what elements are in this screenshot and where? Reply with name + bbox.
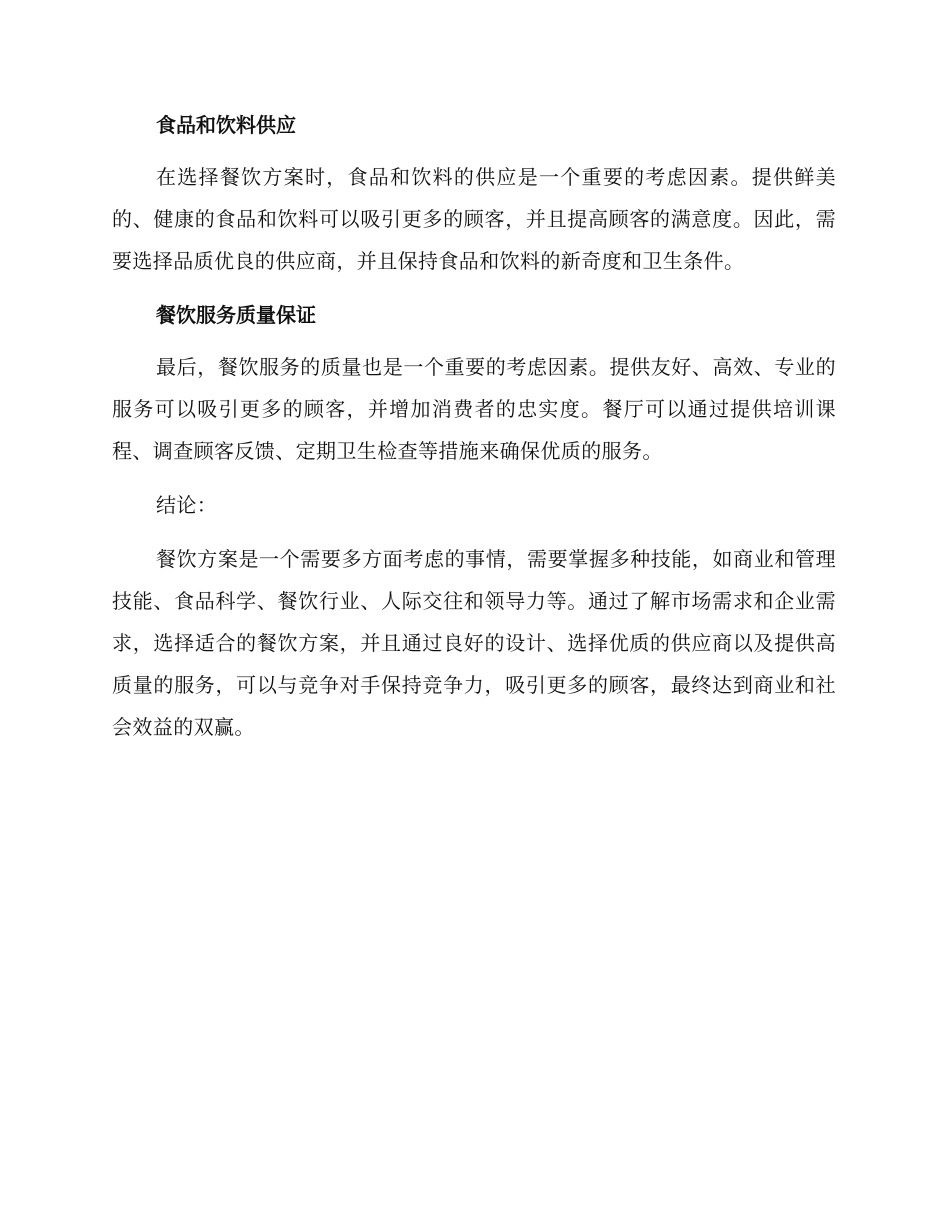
section-paragraph-service-quality: 最后，餐饮服务的质量也是一个重要的考虑因素。提供友好、高效、专业的服务可以吸引更多的顾客，并增加消费者的忠实度。餐厅可以通过提供培训课程、调查顾客反馈、定期卫生检查等措施来确保优质的服务。 — [112, 355, 836, 463]
section-heading-service-quality: 餐饮服务质量保证 — [156, 303, 316, 327]
conclusion-label: 结论： — [156, 493, 218, 517]
section-heading-food-supply: 食品和饮料供应 — [156, 113, 296, 137]
conclusion-paragraph: 餐饮方案是一个需要多方面考虑的事情，需要掌握多种技能，如商业和管理技能、食品科学、餐饮行业、人际交往和领导力等。通过了解市场需求和企业需求，选择适合的餐饮方案，并且通过良好的设计、选择优质的供应商以及提供高质量的服务，可以与竞争对手保持竞争力，吸引更多的顾客，最终达到商业和社会效益的双赢。 — [112, 547, 836, 739]
document-page — [112, 104, 836, 748]
section-paragraph-food-supply: 在选择餐饮方案时，食品和饮料的供应是一个重要的考虑因素。提供鲜美的、健康的食品和饮料可以吸引更多的顾客，并且提高顾客的满意度。因此，需要选择品质优良的供应商，并且保持食品和饮料的新奇度和卫生条件。 — [112, 165, 836, 273]
